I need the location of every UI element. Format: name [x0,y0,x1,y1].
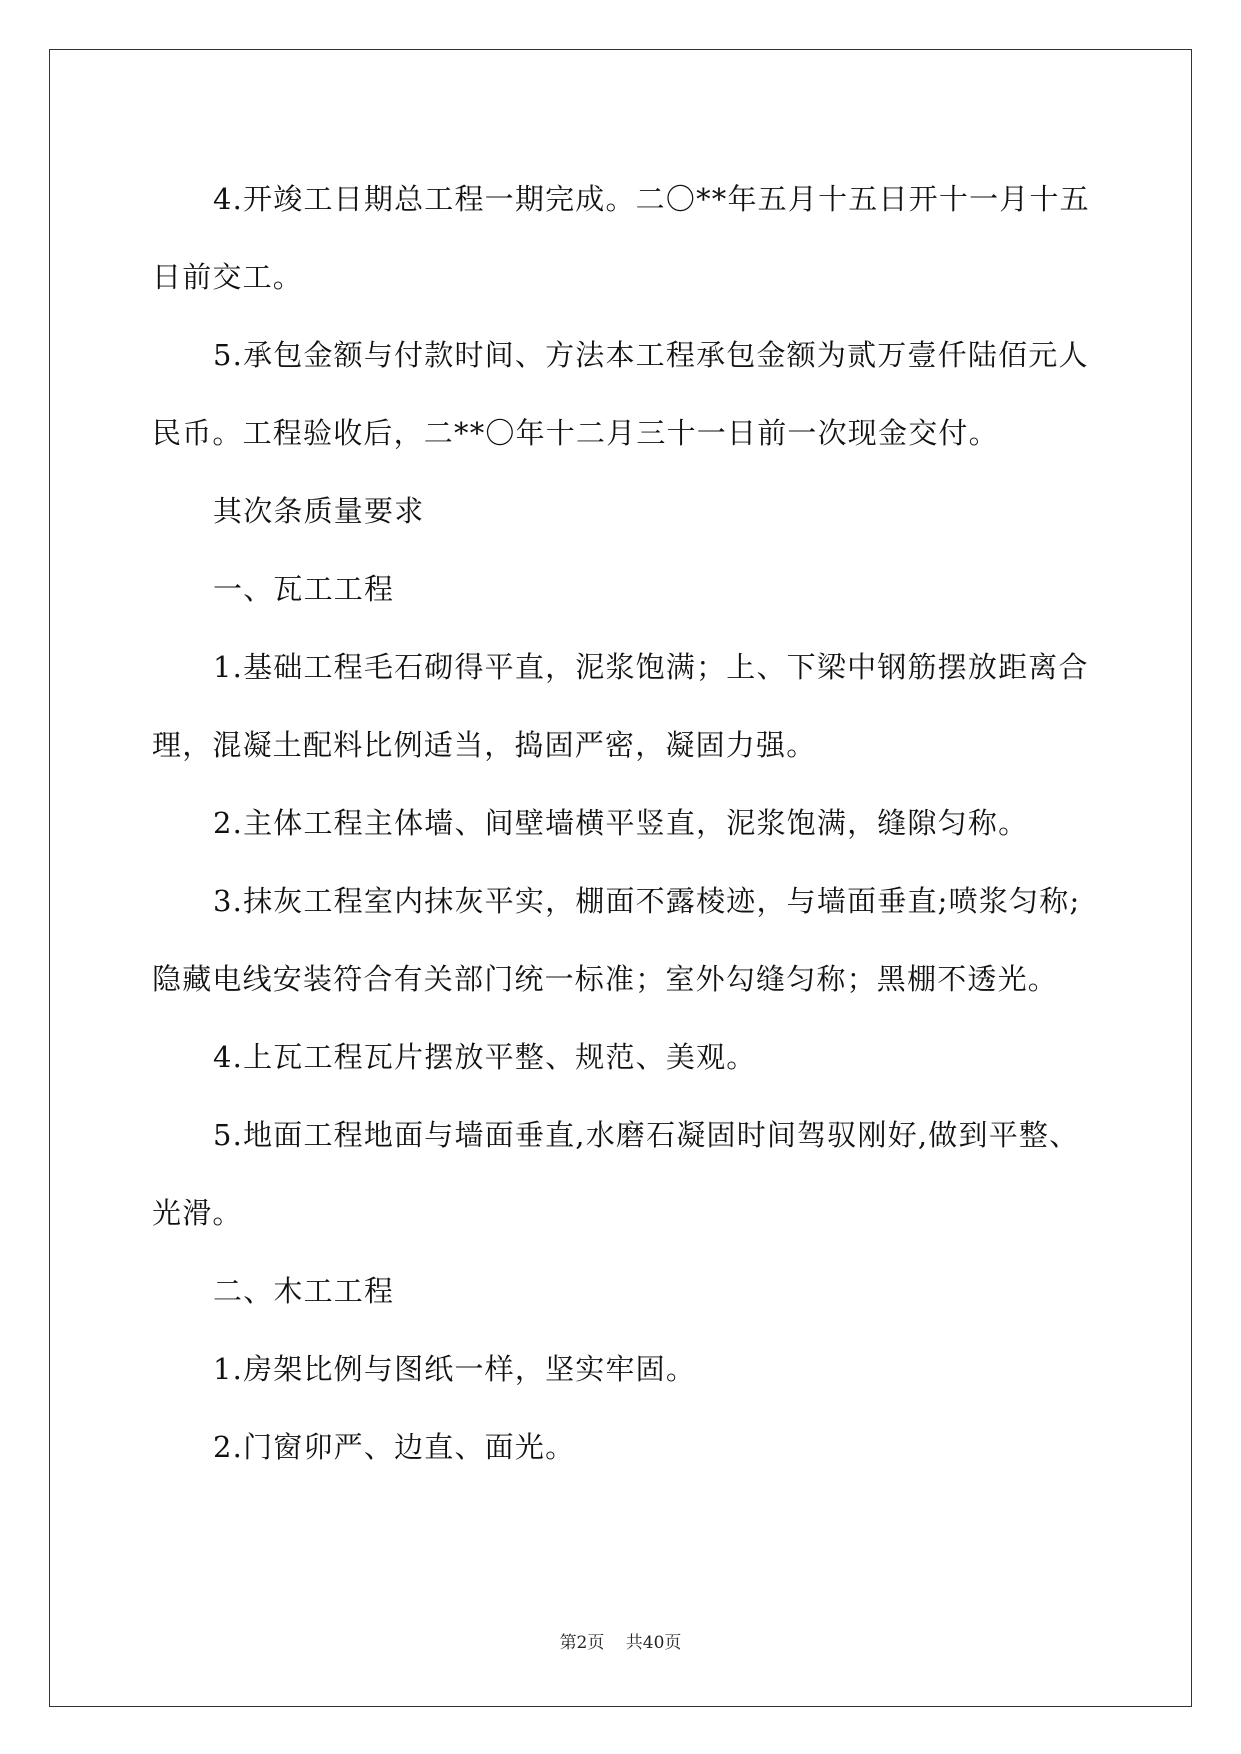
page-number: 第2页 [559,1633,605,1653]
paragraph-doors-windows: 2.门窗卯严、边直、面光。 [213,1430,576,1464]
paragraph-1: 4.开竣工日期总工程一期完成。二〇**年五月十五日开十一月十五日前交工。 [152,182,1090,294]
paragraph-foundation: 1.基础工程毛石砌得平直，泥浆饱满；上、下梁中钢筋摆放距离合理，混凝土配料比例适当，捣固严密，凝固力强。 [152,650,1089,762]
paragraph-main-structure: 2.主体工程主体墙、间壁墙横平竖直，泥浆饱满，缝隙匀称。 [213,806,1029,840]
paragraph-roof-tiles: 4.上瓦工程瓦片摆放平整、规范、美观。 [213,1040,757,1074]
subsection-heading-masonry: 一、瓦工工程 [213,572,395,606]
page-footer [0,1628,1241,1653]
paragraph-roof-frame: 1.房架比例与图纸一样，坚实牢固。 [213,1352,697,1386]
paragraph-plastering: 3.抹灰工程室内抹灰平实，棚面不露棱迹，与墙面垂直;喷浆匀称;隐藏电线安装符合有关部门统一标准；室外勾缝匀称；黑棚不透光。 [152,884,1081,996]
section-heading: 其次条质量要求 [213,494,425,528]
subsection-heading-carpentry: 二、木工工程 [213,1274,395,1308]
total-pages: 共40页 [625,1633,682,1653]
paragraph-floor: 5.地面工程地面与墙面垂直,水磨石凝固时间驾驭刚好,做到平整、光滑。 [152,1118,1080,1230]
paragraph-2: 5.承包金额与付款时间、方法本工程承包金额为贰万壹仟陆佰元人民币。工程验收后，二**〇年十二月三十一日前一次现金交付。 [152,338,1089,450]
document-body [152,160,1092,1486]
